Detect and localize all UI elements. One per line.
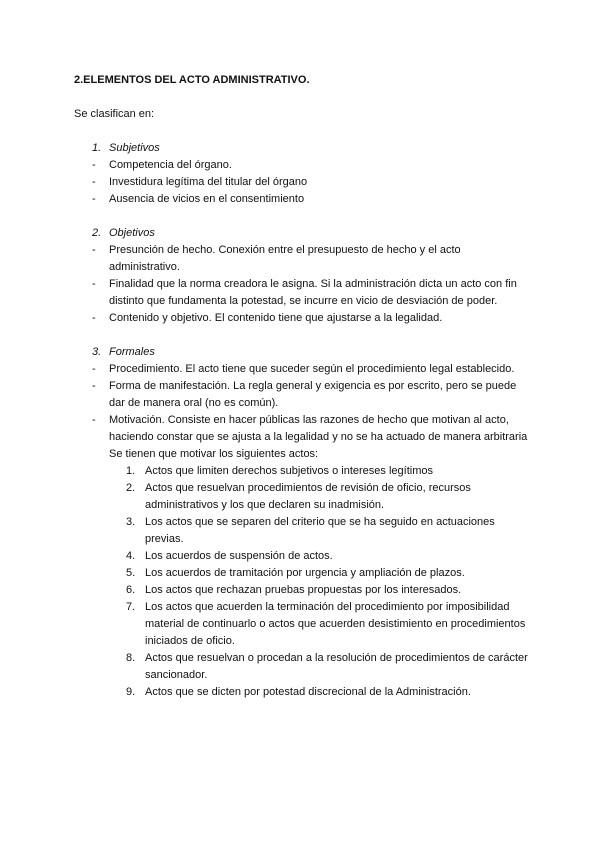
section-number: 2. (92, 227, 102, 239)
section-heading-label: Formales (109, 346, 155, 358)
bullet-list (92, 242, 532, 327)
item-number: 9. (126, 686, 136, 698)
list-item (92, 514, 532, 548)
list-item: - Contenido y objetivo. El contenido tiene que ajustarse a la legalidad. (92, 310, 532, 327)
section-heading-label: Subjetivos (109, 142, 160, 154)
item-number: 7. (126, 601, 136, 613)
section-heading (92, 140, 532, 157)
item-number: 5. (126, 567, 136, 579)
list-item: - Forma de manifestación. La regla general y exigencia es por escrito, pero se puede dar de manera oral (no es común). (92, 378, 532, 412)
motivation-note: Se tienen que motivar los siguientes actos: (109, 448, 319, 460)
section-number: 3. (92, 346, 102, 358)
item-text: Actos que limiten derechos subjetivos o intereses legítimos (145, 465, 433, 477)
bullet-list (92, 157, 532, 208)
item-number: 3. (126, 516, 136, 528)
list-item: - Procedimiento. El acto tiene que suceder según el procedimiento legal establecido. (92, 361, 532, 378)
list-item: - Ausencia de vicios en el consentimiento (92, 191, 532, 208)
item-text: Actos que resuelvan procedimientos de revisión de oficio, recursos administrativos y los que declaren su inadmisión. (145, 482, 471, 511)
section-heading-label: Objetivos (109, 227, 155, 239)
item-text: Los actos que rechazan pruebas propuestas por los interesados. (145, 584, 462, 596)
item-text: Actos que resuelvan o procedan a la resolución de procedimientos de carácter sancionador. (145, 652, 528, 681)
item-text: Los acuerdos de suspensión de actos. (145, 550, 333, 562)
list-item: - Motivación. Consiste en hacer públicas las razones de hecho que motivan al acto, haciendo constar que se ajusta a la legalidad y no se ha actuado de manera arbitraria (92, 412, 532, 446)
item-text: Los acuerdos de tramitación por urgencia y ampliación de plazos. (145, 567, 465, 579)
item-number: 2. (126, 482, 136, 494)
section-heading (92, 225, 532, 242)
list-item (92, 548, 532, 565)
item-text: Los actos que se separen del criterio que se ha seguido en actuaciones previas. (145, 516, 495, 545)
section-heading (92, 344, 532, 361)
intro-text: Se clasifican en: (74, 108, 155, 120)
list-item: - Finalidad que la norma creadora le asigna. Si la administración dicta un acto con fin distinto que fundamenta la potestad, se incurre en vicio de desviación de poder. (92, 276, 532, 310)
section-formales (92, 344, 532, 701)
item-text: Los actos que acuerden la terminación del procedimiento por imposibilidad material de continuarlo o actos que acuerden desistimiento en procedimientos iniciados de oficio. (145, 601, 526, 647)
section-subjetivos (92, 140, 532, 208)
list-item (92, 582, 532, 599)
list-item: - Investidura legítima del titular del órgano (92, 174, 532, 191)
item-number: 1. (126, 465, 136, 477)
list-item: - Presunción de hecho. Conexión entre el presupuesto de hecho y el acto administrativo. (92, 242, 532, 276)
list-item (92, 565, 532, 582)
list-item (92, 480, 532, 514)
acts-list (92, 463, 532, 701)
list-item (92, 599, 532, 650)
item-number: 8. (126, 652, 136, 664)
item-text: Actos que se dicten por potestad discrecional de la Administración. (145, 686, 471, 698)
item-number: 6. (126, 584, 136, 596)
section-objetivos (92, 225, 532, 327)
list-item: - Competencia del órgano. (92, 157, 532, 174)
item-number: 4. (126, 550, 136, 562)
section-title: 2.ELEMENTOS DEL ACTO ADMINISTRATIVO. (74, 74, 310, 86)
list-item (92, 684, 532, 701)
bullet-list (92, 361, 532, 446)
section-number: 1. (92, 142, 102, 154)
list-item (92, 463, 532, 480)
list-item (92, 650, 532, 684)
